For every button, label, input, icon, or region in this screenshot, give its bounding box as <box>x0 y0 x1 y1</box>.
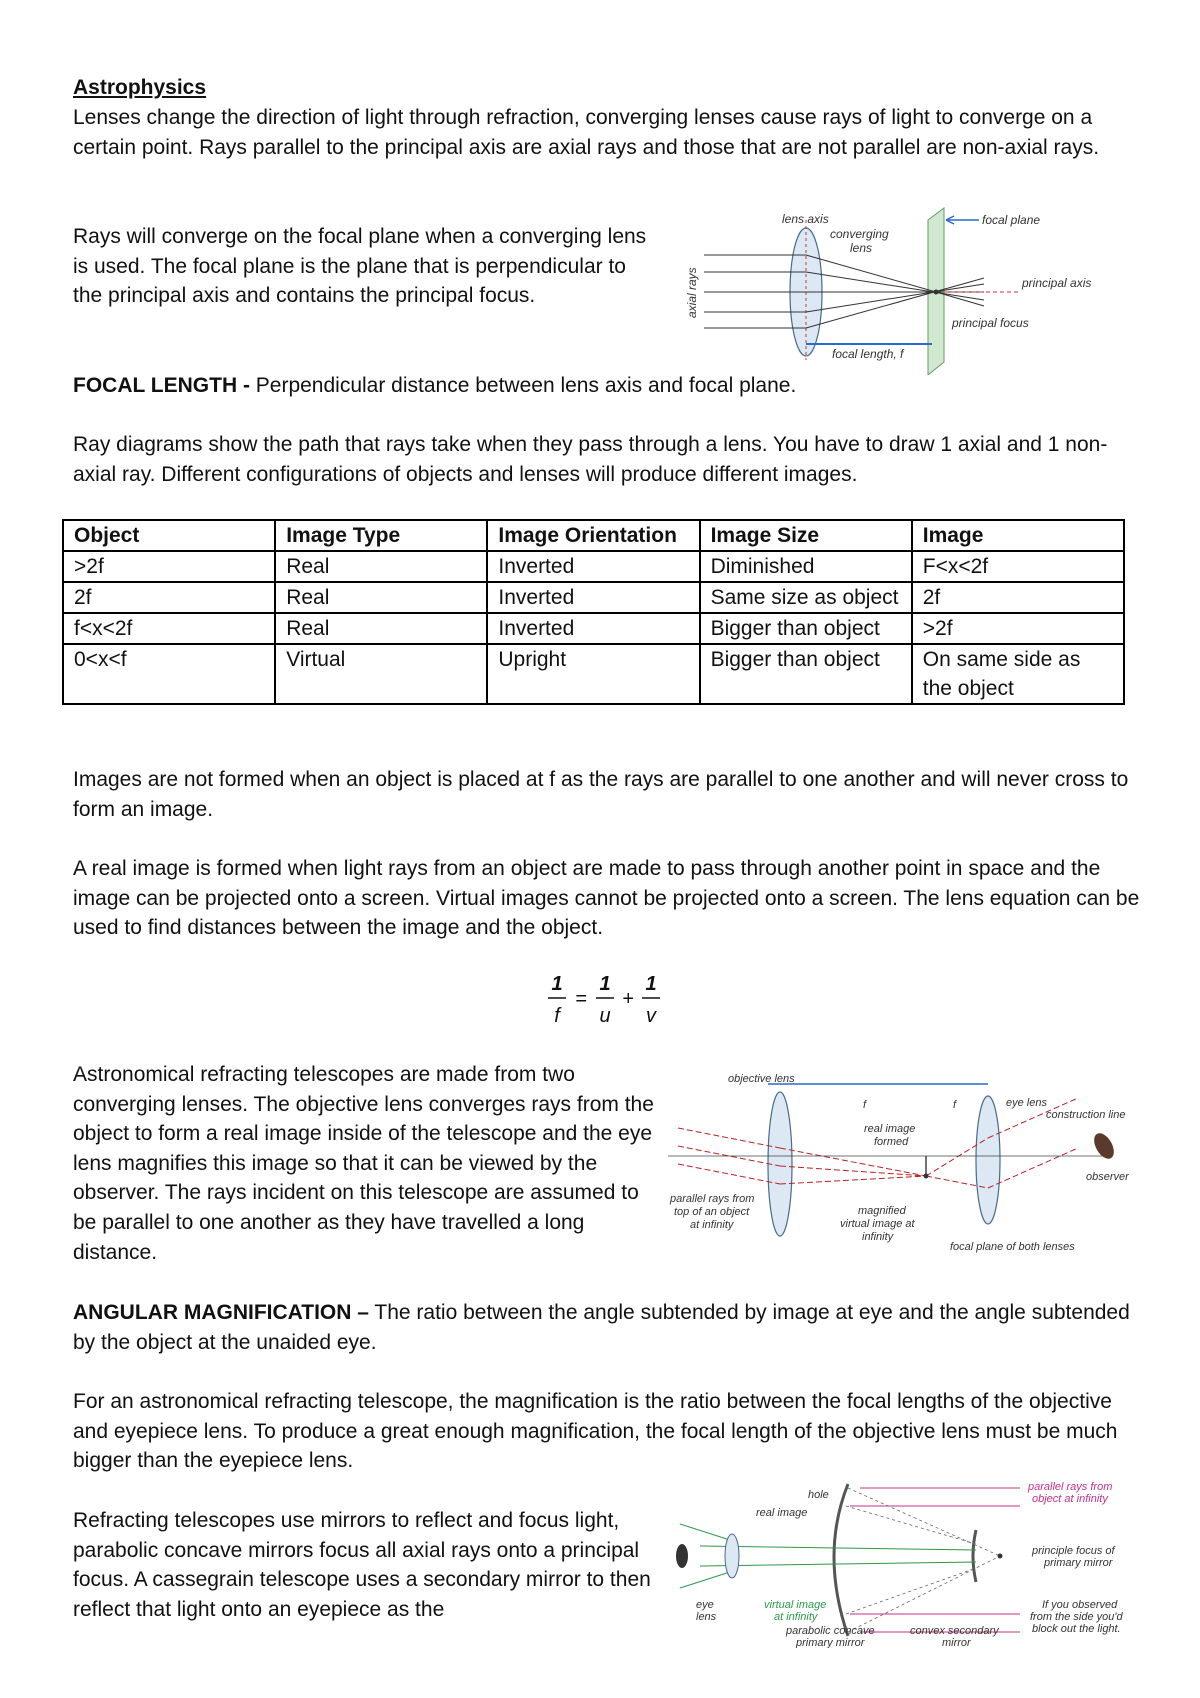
fig2-objective-lens-label: objective lens <box>728 1073 795 1085</box>
fig2-real-image-label-1: real image <box>864 1123 916 1135</box>
table-cell: Real <box>275 582 487 613</box>
table-row <box>63 613 1124 644</box>
angular-magnification-definition: The ratio between the angle subtended by image at eye and the angle subtended by the object at the unaided eye. <box>73 1301 1130 1354</box>
table-cell: Inverted <box>487 613 699 644</box>
table-cell: Bigger than object <box>700 613 912 644</box>
table-cell: Inverted <box>487 582 699 613</box>
fig3-convex-label-1: convex secondary <box>910 1625 999 1637</box>
image-formation-table <box>62 519 1125 705</box>
table-cell: >2f <box>912 613 1124 644</box>
table-cell: F<x<2f <box>912 551 1124 582</box>
mirror-paragraph: Refracting telescopes use mirrors to reflect and focus light, parabolic concave mirrors focus all axial rays onto a principal focus. A cassegrain telescope uses a secondary mirror to then reflect that light onto an eyepiece as the <box>73 1509 651 1621</box>
fig2-observer-label: observer <box>1086 1171 1129 1183</box>
ray-diagrams-paragraph: Ray diagrams show the path that rays take when they pass through a lens. You have to draw 1 axial and 1 non-axial ray. Different configurations of objects and lenses will produce different images. <box>73 433 1108 486</box>
table-row <box>63 551 1124 582</box>
eq-denominator-u: u <box>599 1005 611 1027</box>
table-header: Image Size <box>700 520 912 551</box>
angular-magnification-label: ANGULAR MAGNIFICATION – <box>73 1301 369 1324</box>
eq-denominator-f: f <box>554 1005 560 1027</box>
table-row <box>63 582 1124 613</box>
fig3-eye-label-2: lens <box>696 1611 717 1623</box>
eq-equals: = <box>575 988 587 1010</box>
fig3-parallel-rays-label-1: parallel rays from <box>1028 1481 1113 1493</box>
converging-lens-diagram <box>684 200 1124 375</box>
fig2-focal-plane-label: focal plane of both lenses <box>950 1241 1075 1253</box>
table-header: Image Orientation <box>487 520 699 551</box>
fig3-note-label-3: block out the light. <box>1032 1623 1121 1635</box>
page-title: Astrophysics <box>73 76 207 99</box>
fig2-parallel-rays-label-3: at infinity <box>690 1219 734 1231</box>
lens-equation <box>545 968 665 1032</box>
table-cell: 2f <box>63 582 275 613</box>
intro-paragraph: Lenses change the direction of light through refraction, converging lenses cause rays of light to converge on a certain point. Rays parallel to the principal axis are axial rays and those that are not parallel are non-axial rays. <box>73 106 1100 159</box>
fig1-principal-axis-label: principal axis <box>1022 276 1092 290</box>
real-image-paragraph: A real image is formed when light rays from an object are made to pass through another point in space and the image can be projected onto a screen. Virtual images cannot be projected onto a screen. The lens equation can be used to find distances between the image and the object. <box>73 857 1140 940</box>
fig3-real-image-label: real image <box>756 1507 808 1519</box>
focal-length-paragraph <box>73 371 1141 401</box>
focal-plane-paragraph: Rays will converge on the focal plane when a converging lens is used. The focal plane is the plane that is perpendicular to the principal axis and contains the principal focus. <box>73 225 647 308</box>
fig3-parabolic-label-2: primary mirror <box>796 1637 865 1648</box>
fig3-eye-label-1: eye <box>696 1599 714 1611</box>
magnification-paragraph: For an astronomical refracting telescope, the magnification is the ratio between the focal lengths of the objective and eyepiece lens. To produce a great enough magnification, the focal length of the objective lens must be much bigger than the eyepiece lens. <box>73 1390 1118 1473</box>
fig3-virtual-image-label-2: at infinity <box>774 1611 818 1623</box>
table-cell: Upright <box>487 644 699 704</box>
fig2-magnified-label-2: virtual image at <box>840 1218 915 1230</box>
table-cell: Inverted <box>487 551 699 582</box>
fig3-note-label-2: from the side you'd <box>1030 1611 1123 1623</box>
fig1-lens-axis-label: lens axis <box>782 212 829 226</box>
table-row <box>63 644 1124 704</box>
table-cell: 2f <box>912 582 1124 613</box>
table-header: Image Type <box>275 520 487 551</box>
eq-numerator-2: 1 <box>599 973 611 995</box>
fig2-magnified-label-1: magnified <box>858 1205 906 1217</box>
fig3-principle-focus-label-2: primary mirror <box>1044 1557 1113 1569</box>
fig3-parabolic-label-1: parabolic concave <box>786 1625 875 1637</box>
fig3-convex-label-2: mirror <box>942 1637 971 1648</box>
table-cell: >2f <box>63 551 275 582</box>
table-cell: Virtual <box>275 644 487 704</box>
table-cell: Bigger than object <box>700 644 912 704</box>
table-header: Image <box>912 520 1124 551</box>
angular-magnification-paragraph <box>73 1298 1141 1357</box>
eq-plus: + <box>622 988 634 1010</box>
fig2-magnified-label-3: infinity <box>862 1231 894 1243</box>
fig2-eye-lens-label: eye lens <box>1006 1097 1047 1109</box>
table-cell: Same size as object <box>700 582 912 613</box>
eq-numerator-1: 1 <box>551 973 563 995</box>
fig1-converging-label: converging <box>830 227 889 241</box>
fig2-parallel-rays-label-1: parallel rays from <box>670 1193 755 1205</box>
fig1-axial-rays-label: axial rays <box>685 267 699 318</box>
table-cell: Diminished <box>700 551 912 582</box>
table-cell: f<x<2f <box>63 613 275 644</box>
fig2-fe-label: f <box>953 1099 957 1111</box>
focal-length-definition: Perpendicular distance between lens axis and focal plane. <box>249 374 797 397</box>
fig1-principal-focus-label: principal focus <box>952 316 1029 330</box>
fig3-virtual-image-label-1: virtual image <box>764 1599 827 1611</box>
table-cell: Real <box>275 551 487 582</box>
fig3-parallel-rays-label-2: object at infinity <box>1032 1493 1108 1505</box>
table-cell: On same side as the object <box>912 644 1124 704</box>
cassegrain-telescope-diagram <box>670 1464 1140 1648</box>
fig2-fo-label: f <box>863 1099 867 1111</box>
fig3-hole-label: hole <box>808 1489 829 1501</box>
eq-numerator-3: 1 <box>645 973 657 995</box>
table-cell: 0<x<f <box>63 644 275 704</box>
table-header: Object <box>63 520 275 551</box>
fig1-focal-plane-label: focal plane <box>982 213 1041 227</box>
table-header-row <box>63 520 1124 551</box>
fig3-note-label-1: If you observed <box>1042 1599 1118 1611</box>
fig2-real-image-label-2: formed <box>874 1136 909 1148</box>
fig3-principle-focus-label-1: principle focus of <box>1032 1545 1115 1557</box>
fig1-focal-length-label: focal length, f <box>832 347 904 361</box>
fig2-parallel-rays-label-2: top of an object <box>674 1206 750 1218</box>
fig1-lens-label: lens <box>850 241 873 255</box>
table-cell: Real <box>275 613 487 644</box>
eq-denominator-v: v <box>646 1005 656 1027</box>
refracting-telescope-diagram <box>668 1068 1138 1256</box>
telescope-paragraph: Astronomical refracting telescopes are made from two converging lenses. The objective lens converges rays from the object to form a real image inside of the telescope and the eye lens magnifies this image so that it can be viewed by the observer. The rays incident on this telescope are assumed to be parallel to one another as they have travelled a long distance. <box>73 1063 654 1264</box>
images-at-f-paragraph: Images are not formed when an object is placed at f as the rays are parallel to one another and will never cross to form an image. <box>73 768 1129 821</box>
focal-length-label: FOCAL LENGTH - <box>73 374 250 397</box>
fig2-construction-line-label: construction line <box>1046 1109 1126 1121</box>
